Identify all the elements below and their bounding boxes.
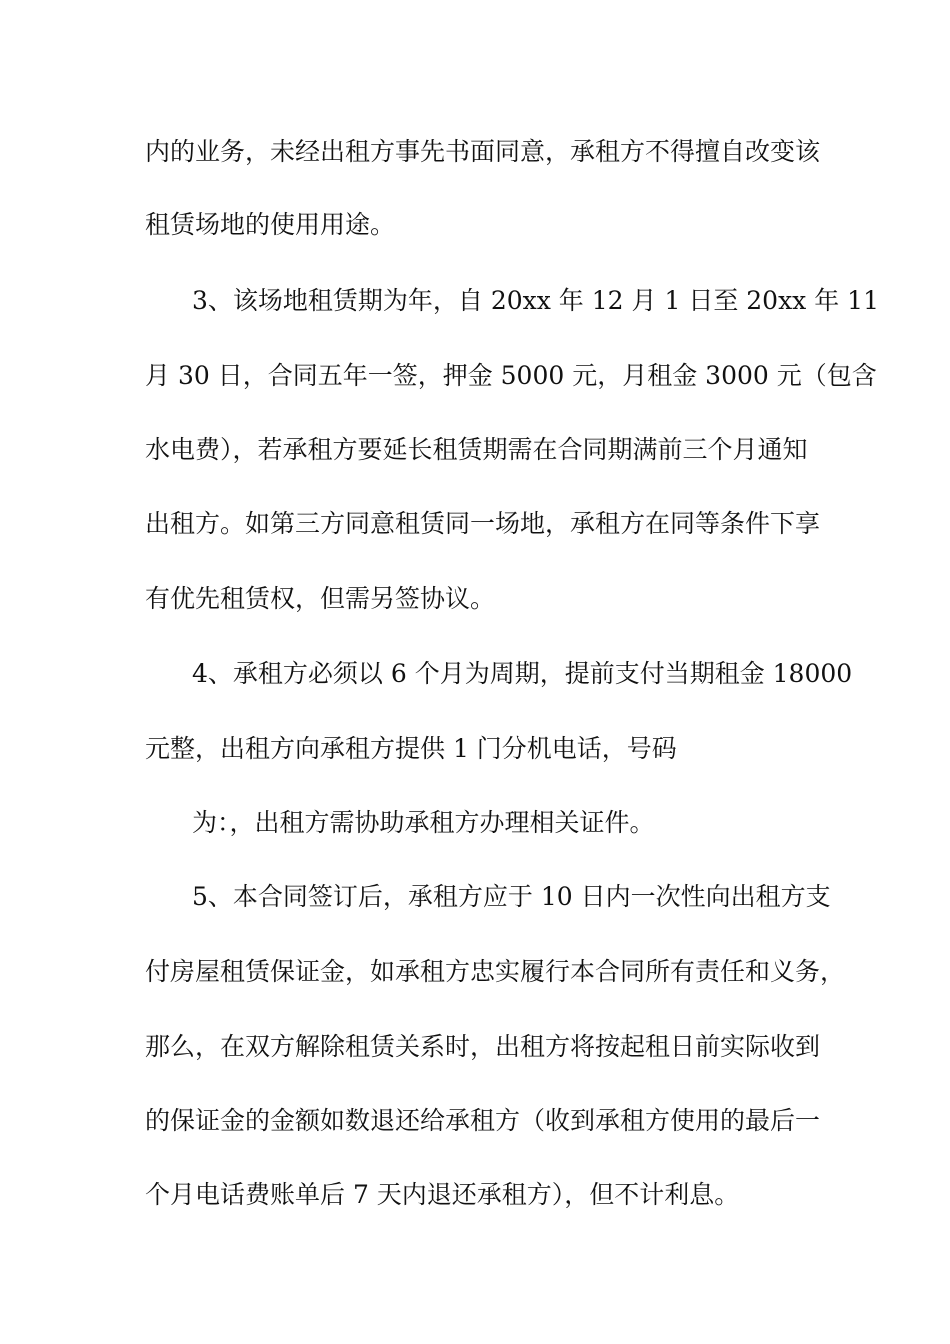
text-line: 月 30 日，合同五年一签，押金 5000 元，月租金 3000 元（包含	[145, 361, 877, 390]
text-line: 有优先租赁权，但需另签协议。	[145, 584, 496, 613]
text-line: 付房屋租赁保证金，如承租方忠实履行本合同所有责任和义务，	[145, 957, 846, 986]
text-line: 的保证金的金额如数退还给承租方（收到承租方使用的最后一	[145, 1106, 821, 1135]
text-line: 水电费），若承租方要延长租赁期需在合同期满前三个月通知	[145, 435, 808, 464]
paragraph-4-start: 4、承租方必须以 6 个月为周期，提前支付当期租金 18000	[192, 659, 853, 688]
text-line: 出租方。如第三方同意租赁同一场地，承租方在同等条件下享	[145, 509, 821, 538]
text-line: 内的业务，未经出租方事先书面同意，承租方不得擅自改变该	[145, 137, 821, 166]
text-line: 元整，出租方向承租方提供 1 门分机电话，号码	[145, 734, 677, 763]
text-line: 那么，在双方解除租赁关系时，出租方将按起租日前实际收到	[145, 1032, 821, 1061]
text-line: 个月电话费账单后 7 天内退还承租方），但不计利息。	[145, 1180, 740, 1209]
text-line: 为：，出租方需协助承租方办理相关证件。	[192, 808, 655, 837]
text-line: 租赁场地的使用用途。	[145, 210, 396, 239]
paragraph-3-start: 3、该场地租赁期为年，自 20xx 年 12 月 1 日至 20xx 年 11	[192, 286, 879, 315]
paragraph-5-start: 5、本合同签订后，承租方应于 10 日内一次性向出租方支	[192, 882, 831, 911]
